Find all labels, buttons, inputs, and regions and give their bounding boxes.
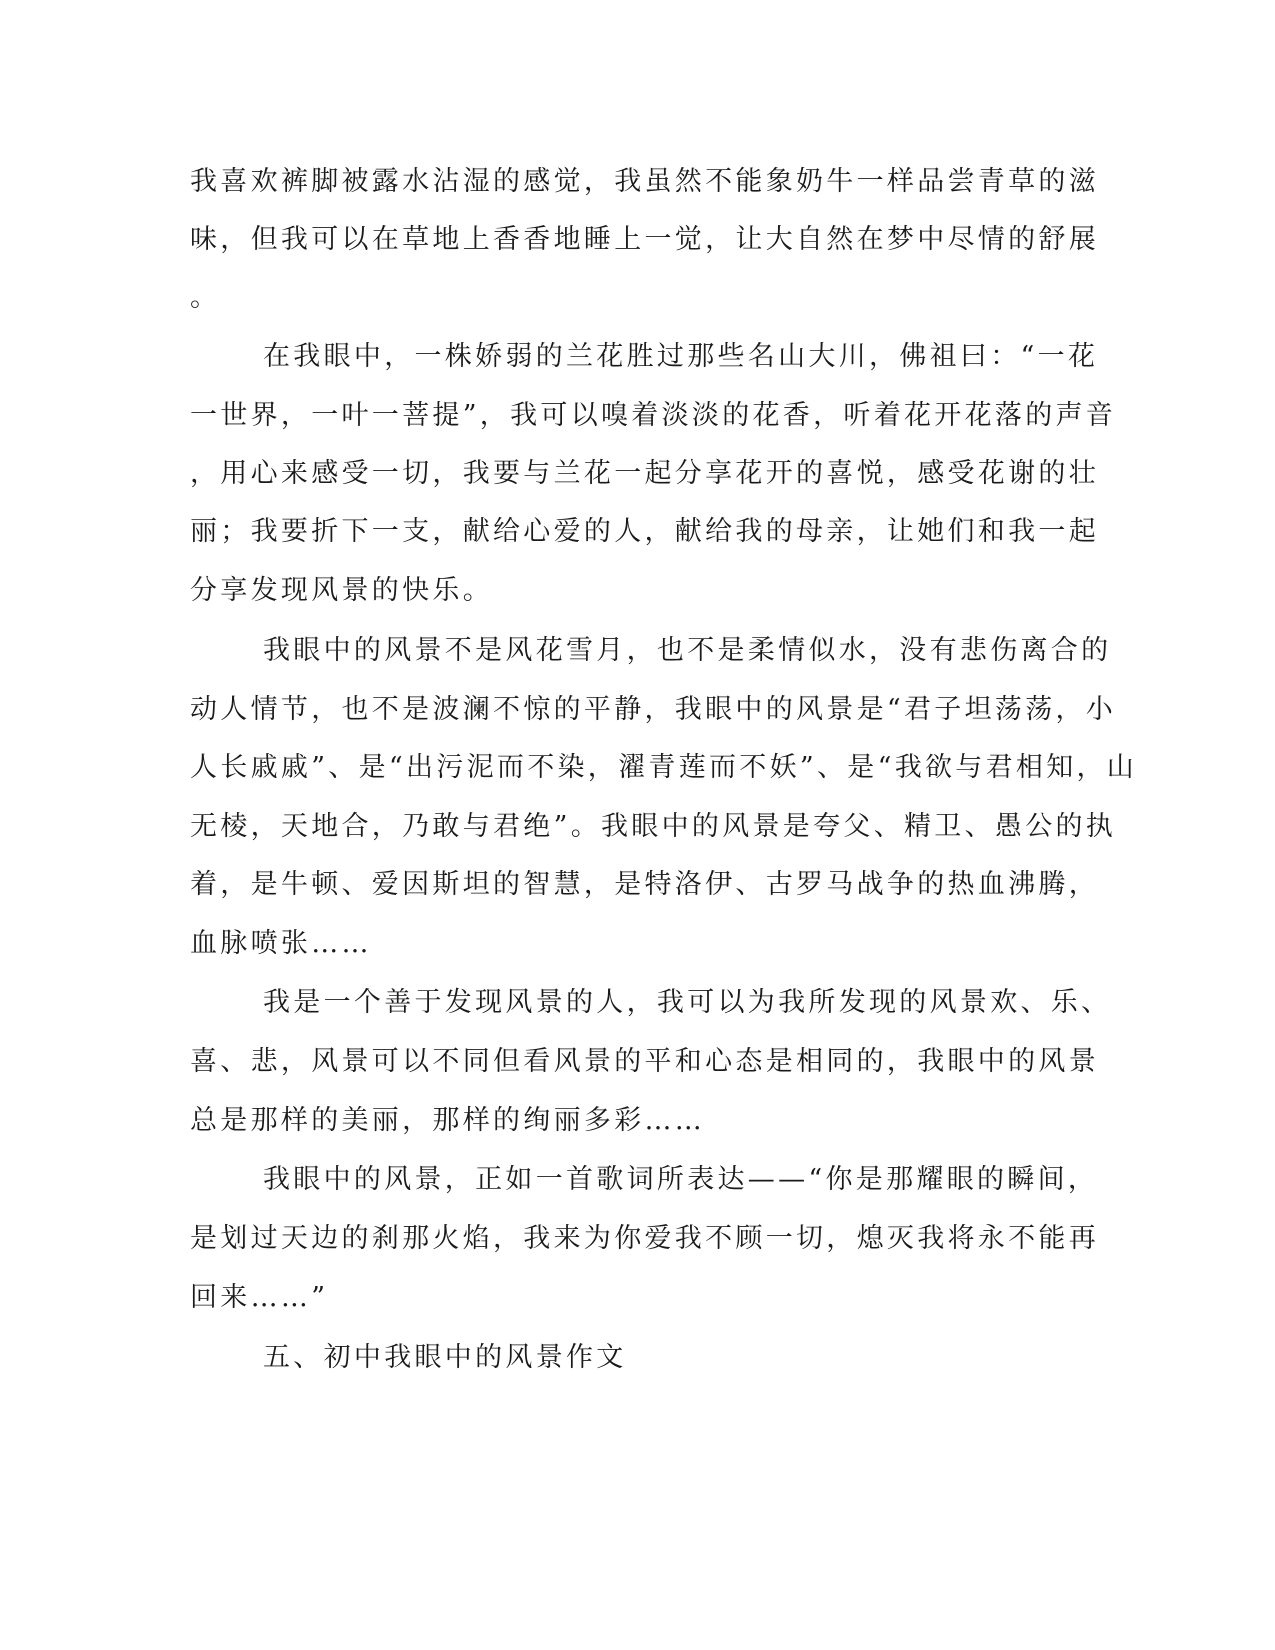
text-line-3: 。 <box>190 282 221 313</box>
paragraph-discover-line-1: 我是一个善于发现风景的人，我可以为我所发现的风景欢、乐、 <box>263 987 1112 1018</box>
paragraph-scenery-line-4: 无棱，天地合，乃敢与君绝”。我眼中的风景是夸父、精卫、愚公的执 <box>190 811 1117 842</box>
section-heading: 五、初中我眼中的风景作文 <box>263 1342 627 1373</box>
paragraph-discover-line-3: 总是那样的美丽，那样的绚丽多彩…… <box>190 1105 706 1136</box>
paragraph-scenery-line-1: 我眼中的风景不是风花雪月，也不是柔情似水，没有悲伤离合的 <box>263 635 1112 666</box>
text-line-2: 味，但我可以在草地上香香地睡上一觉，让大自然在梦中尽情的舒展 <box>190 224 1099 255</box>
paragraph-discover-line-2: 喜、悲，风景可以不同但看风景的平和心态是相同的，我眼中的风景 <box>190 1046 1099 1077</box>
paragraph-orchid-line-2: 一世界，一叶一菩提”，我可以嗅着淡淡的花香，听着花开花落的声音 <box>190 400 1117 431</box>
paragraph-lyrics-line-2: 是划过天边的刹那火焰，我来为你爱我不顾一切，熄灭我将永不能再 <box>190 1223 1099 1254</box>
paragraph-orchid-line-5: 分享发现风景的快乐。 <box>190 575 493 606</box>
paragraph-orchid-line-3: ，用心来感受一切，我要与兰花一起分享花开的喜悦，感受花谢的壮 <box>190 458 1099 489</box>
paragraph-lyrics-line-3: 回来……” <box>190 1282 329 1313</box>
paragraph-scenery-line-6: 血脉喷张…… <box>190 928 372 959</box>
paragraph-scenery-line-2: 动人情节，也不是波澜不惊的平静，我眼中的风景是“君子坦荡荡，小 <box>190 694 1117 725</box>
paragraph-scenery-line-5: 着，是牛顿、爱因斯坦的智慧，是特洛伊、古罗马战争的热血沸腾， <box>190 869 1099 900</box>
paragraph-orchid-line-4: 丽；我要折下一支，献给心爱的人，献给我的母亲，让她们和我一起 <box>190 516 1099 547</box>
paragraph-scenery-line-3: 人长戚戚”、是“出污泥而不染，濯青莲而不妖”、是“我欲与君相知，山 <box>190 752 1138 783</box>
paragraph-orchid-line-1: 在我眼中，一株娇弱的兰花胜过那些名山大川，佛祖曰：“一花 <box>263 341 1099 372</box>
text-line-1: 我喜欢裤脚被露水沾湿的感觉，我虽然不能象奶牛一样品尝青草的滋 <box>190 166 1099 197</box>
paragraph-lyrics-line-1: 我眼中的风景，正如一首歌词所表达——“你是那耀眼的瞬间， <box>263 1164 1099 1195</box>
